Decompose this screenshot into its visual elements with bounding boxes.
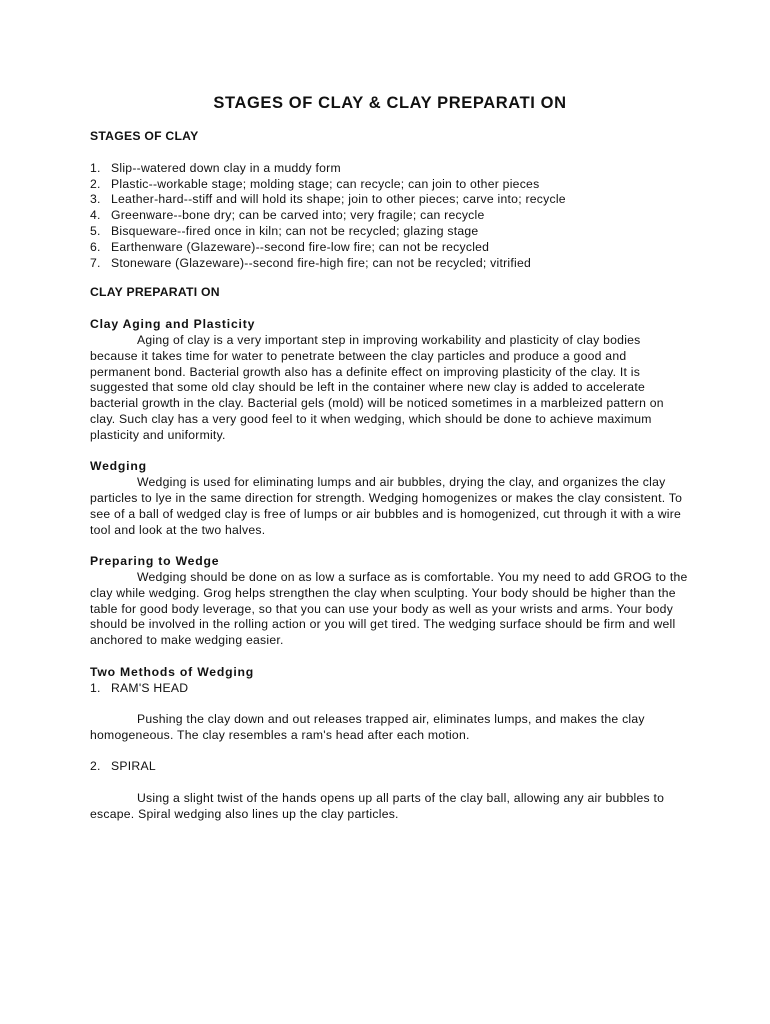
stage-number: 3. [90, 192, 101, 207]
aging-heading: Clay Aging and Plasticity [90, 317, 256, 332]
stage-item [90, 256, 690, 272]
methods-section [90, 665, 690, 823]
stage-item [90, 240, 690, 256]
stage-text: Plastic--workable stage; molding stage; can recycle; can join to other pieces [111, 176, 540, 191]
stage-number: 7. [90, 255, 101, 270]
stage-text: Slip--watered down clay in a muddy form [111, 160, 341, 175]
aging-section [90, 317, 690, 443]
method-paragraph: Using a slight twist of the hands opens up all parts of the clay ball, allowing any air bubbles to escape. Spiral wedging also lines up the clay particles. [90, 791, 665, 821]
stage-text: Greenware--bone dry; can be carved into; very fragile; can recycle [111, 208, 485, 223]
method-number: 2. [90, 759, 101, 774]
stage-text: Earthenware (Glazeware)--second fire-low fire; can not be recycled [111, 239, 490, 254]
stage-number: 1. [90, 160, 101, 175]
preparing-section [90, 554, 690, 649]
preparing-heading: Preparing to Wedge [90, 554, 220, 569]
stage-number: 2. [90, 176, 101, 191]
stages-heading: STAGES OF CLAY [90, 129, 199, 143]
stage-number: 4. [90, 208, 101, 223]
preparing-paragraph: Wedging should be done on as low a surface as is comfortable. You my need to add GROG to the clay while wedging. Grog helps strengthen the clay when sculpting. Your body should be higher than the table for good body leverage, so that you can use your body as well as your wrists and arms. Your body should be involved in the rolling action or you will get tired. The wedging surface should be firm and well anchored to make wedging easier. [90, 569, 688, 648]
stage-item [90, 224, 690, 240]
method-item [90, 681, 690, 697]
stage-item [90, 177, 690, 193]
method-name: RAM'S HEAD [111, 680, 189, 695]
preparation-heading: CLAY PREPARATI ON [90, 285, 220, 300]
stage-item [90, 192, 690, 208]
method-number: 1. [90, 680, 101, 695]
stage-item [90, 208, 690, 224]
stage-text: Leather-hard--stiff and will hold its shape; join to other pieces; carve into; recycle [111, 192, 566, 207]
document-title: STAGES OF CLAY & CLAY PREPARATI ON [213, 94, 567, 112]
methods-heading: Two Methods of Wedging [90, 664, 255, 679]
wedging-paragraph: Wedging is used for eliminating lumps and air bubbles, drying the clay, and organizes the clay particles to lye in the same direction for strength. Wedging homogenizes or makes the clay consistent. To see of a ball of wedged clay is free of lumps or air bubbles and is homogenized, cut through it with a wire tool and look at the two halves. [90, 475, 683, 537]
wedging-section [90, 459, 690, 538]
stage-item [90, 161, 690, 177]
document-page [90, 92, 690, 838]
stage-number: 6. [90, 239, 101, 254]
stages-list [90, 161, 690, 272]
wedging-heading: Wedging [90, 459, 147, 474]
method-paragraph: Pushing the clay down and out releases trapped air, eliminates lumps, and makes the clay homogeneous. The clay resembles a ram's head after each motion. [90, 712, 645, 742]
stage-number: 5. [90, 223, 101, 238]
method-item [90, 759, 690, 775]
method-name: SPIRAL [111, 759, 156, 774]
stage-text: Bisqueware--fired once in kiln; can not be recycled; glazing stage [111, 223, 479, 238]
stage-text: Stoneware (Glazeware)--second fire-high fire; can not be recycled; vitrified [111, 255, 532, 270]
aging-paragraph: Aging of clay is a very important step in improving workability and plasticity of clay bodies because it takes time for water to penetrate between the clay particles and produce a good and permanent bond. Bacterial growth also has a definite effect on improving plasticity of the clay. It is suggested that some old clay should be left in the container where new clay is added to accelerate bacterial growth in the clay. Bacterial gels (mold) will be noticed sometimes in a marbleized pattern on clay. Such clay has a very good feel to it when wedging, which should be done to achieve maximum plasticity and uniformity. [90, 332, 664, 442]
